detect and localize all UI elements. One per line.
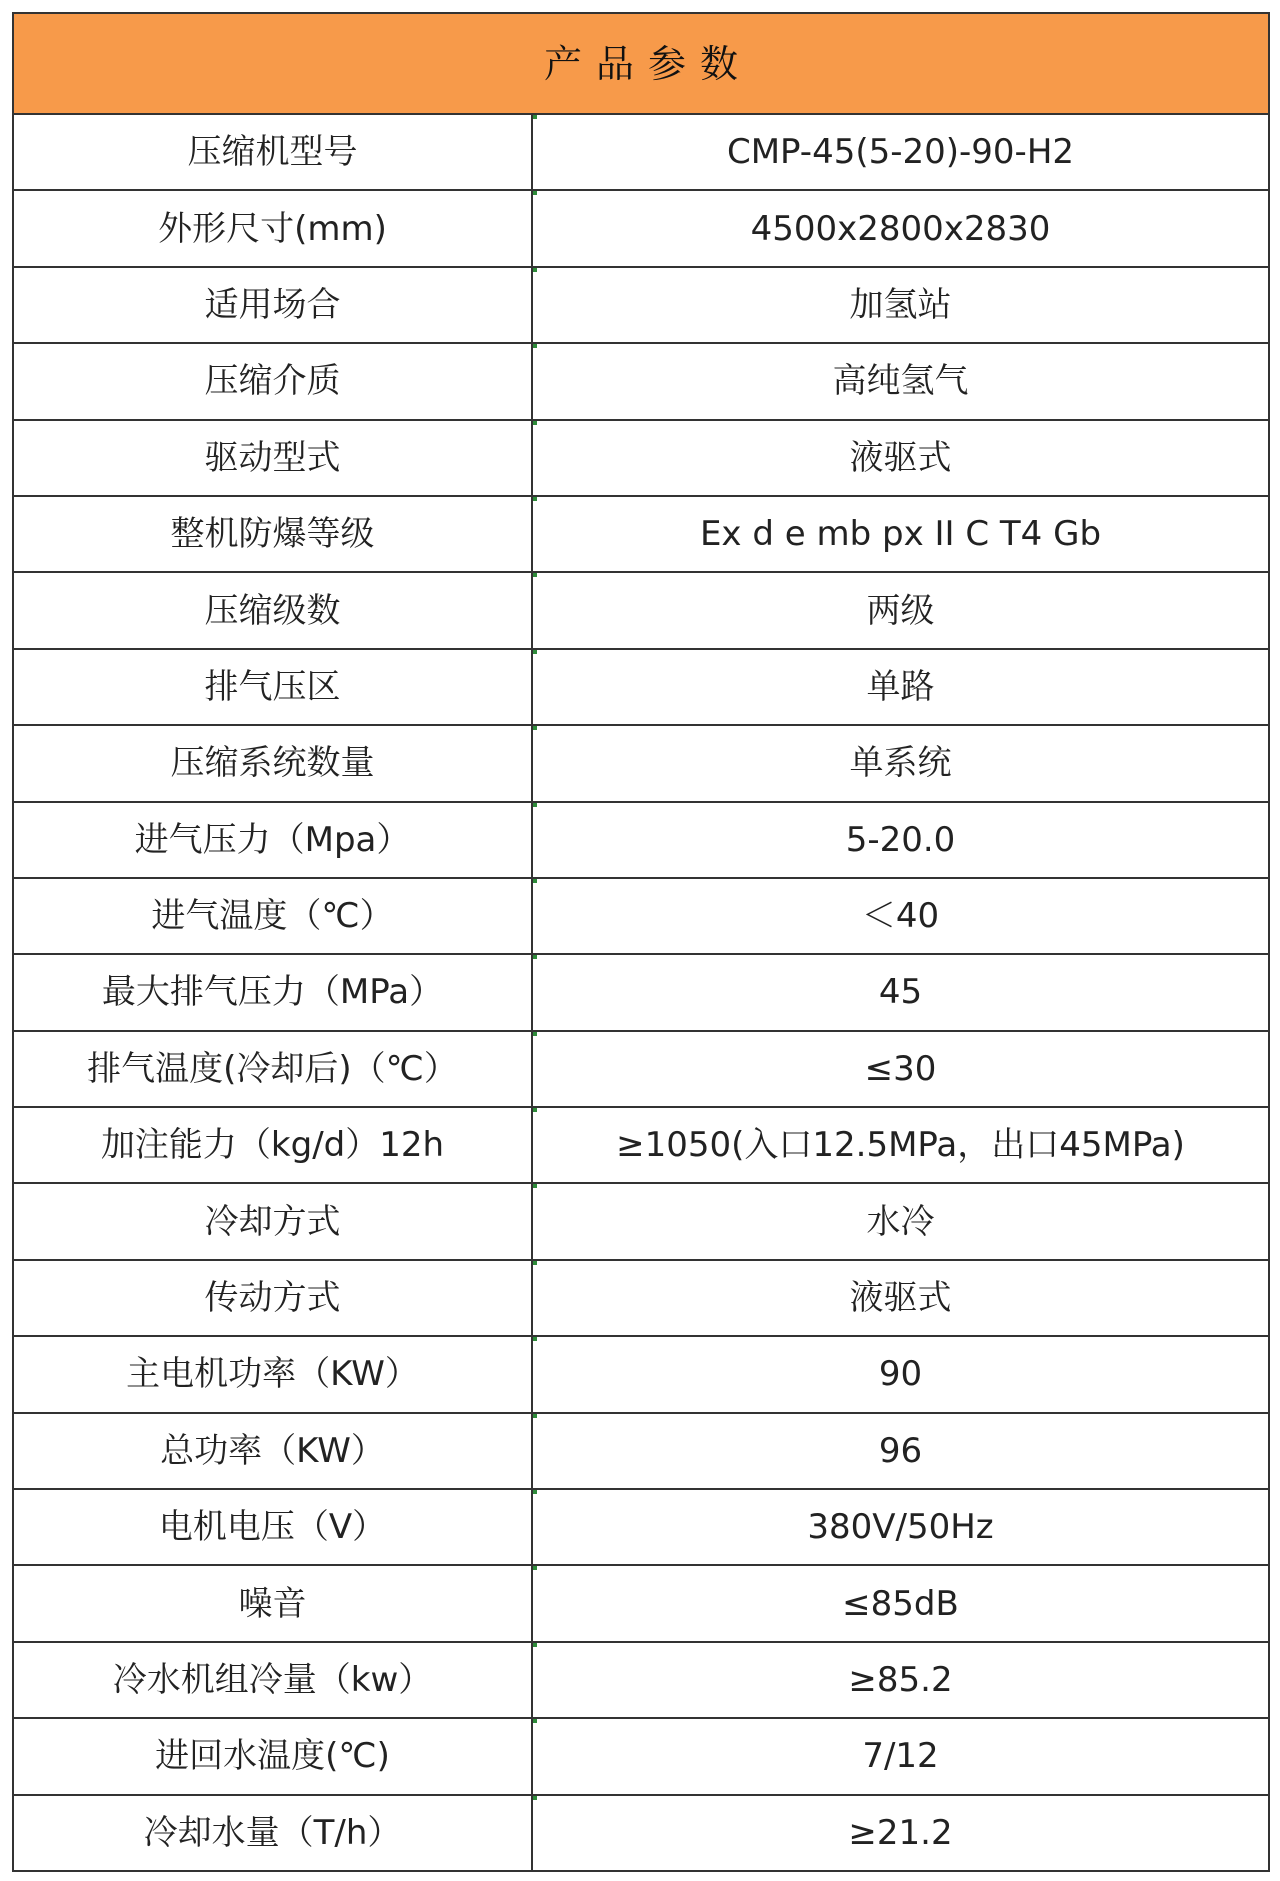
table-row (13, 1413, 1269, 1489)
spec-value: ＜40 (532, 878, 1269, 954)
spec-value: 45 (532, 954, 1269, 1030)
spec-value: Ex d e mb px II C T4 Gb (532, 496, 1269, 572)
spec-label: 适用场合 (13, 267, 532, 343)
spec-label: 冷水机组冷量（kw） (13, 1642, 532, 1718)
spec-value: 水冷 (532, 1183, 1269, 1259)
table-row (13, 954, 1269, 1030)
spec-value: 液驱式 (532, 1260, 1269, 1336)
spec-label: 外形尺寸(mm) (13, 190, 532, 266)
spec-label: 电机电压（V） (13, 1489, 532, 1565)
table-row (13, 802, 1269, 878)
table-row (13, 1107, 1269, 1183)
table-row (13, 1183, 1269, 1259)
spec-label: 排气压区 (13, 649, 532, 725)
spec-label: 压缩系统数量 (13, 725, 532, 801)
spec-label: 排气温度(冷却后)（℃） (13, 1031, 532, 1107)
table-row (13, 878, 1269, 954)
spec-value: 单路 (532, 649, 1269, 725)
table-row (13, 496, 1269, 572)
spec-label: 压缩介质 (13, 343, 532, 419)
table-header-row (13, 13, 1269, 114)
spec-value: ≤30 (532, 1031, 1269, 1107)
spec-value: CMP-45(5-20)-90-H2 (532, 114, 1269, 190)
table-row (13, 114, 1269, 190)
spec-value: 加氢站 (532, 267, 1269, 343)
spec-label: 传动方式 (13, 1260, 532, 1336)
table-row (13, 420, 1269, 496)
table-row (13, 1565, 1269, 1641)
table-row (13, 649, 1269, 725)
spec-value: 96 (532, 1413, 1269, 1489)
spec-value: 高纯氢气 (532, 343, 1269, 419)
spec-value: 90 (532, 1336, 1269, 1412)
table-row (13, 1642, 1269, 1718)
spec-label: 最大排气压力（MPa） (13, 954, 532, 1030)
table-row (13, 1489, 1269, 1565)
spec-value: 4500x2800x2830 (532, 190, 1269, 266)
table-row (13, 1336, 1269, 1412)
spec-value: 380V/50Hz (532, 1489, 1269, 1565)
spec-label: 主电机功率（KW） (13, 1336, 532, 1412)
spec-label: 驱动型式 (13, 420, 532, 496)
spec-label: 进气压力（Mpa） (13, 802, 532, 878)
spec-label: 整机防爆等级 (13, 496, 532, 572)
table-row (13, 267, 1269, 343)
product-spec-table (12, 12, 1270, 1872)
spec-label: 冷却方式 (13, 1183, 532, 1259)
table-row (13, 343, 1269, 419)
spec-value: 5-20.0 (532, 802, 1269, 878)
spec-value: ≥21.2 (532, 1795, 1269, 1871)
spec-label: 压缩机型号 (13, 114, 532, 190)
table-row (13, 190, 1269, 266)
spec-label: 总功率（KW） (13, 1413, 532, 1489)
table-row (13, 1718, 1269, 1794)
table-title: 产品参数 (13, 13, 1269, 114)
spec-label: 进回水温度(℃) (13, 1718, 532, 1794)
spec-value: 7/12 (532, 1718, 1269, 1794)
table-row (13, 572, 1269, 648)
table-row (13, 725, 1269, 801)
spec-value: 两级 (532, 572, 1269, 648)
spec-value: ≥1050(入口12.5MPa，出口45MPa) (532, 1107, 1269, 1183)
spec-table-body (13, 13, 1269, 1871)
spec-value: 液驱式 (532, 420, 1269, 496)
spec-label: 噪音 (13, 1565, 532, 1641)
spec-value: 单系统 (532, 725, 1269, 801)
spec-label: 进气温度（℃） (13, 878, 532, 954)
table-row (13, 1795, 1269, 1871)
spec-label: 加注能力（kg/d）12h (13, 1107, 532, 1183)
spec-label: 冷却水量（T/h） (13, 1795, 532, 1871)
spec-value: ≥85.2 (532, 1642, 1269, 1718)
spec-value: ≤85dB (532, 1565, 1269, 1641)
spec-label: 压缩级数 (13, 572, 532, 648)
table-row (13, 1260, 1269, 1336)
table-row (13, 1031, 1269, 1107)
